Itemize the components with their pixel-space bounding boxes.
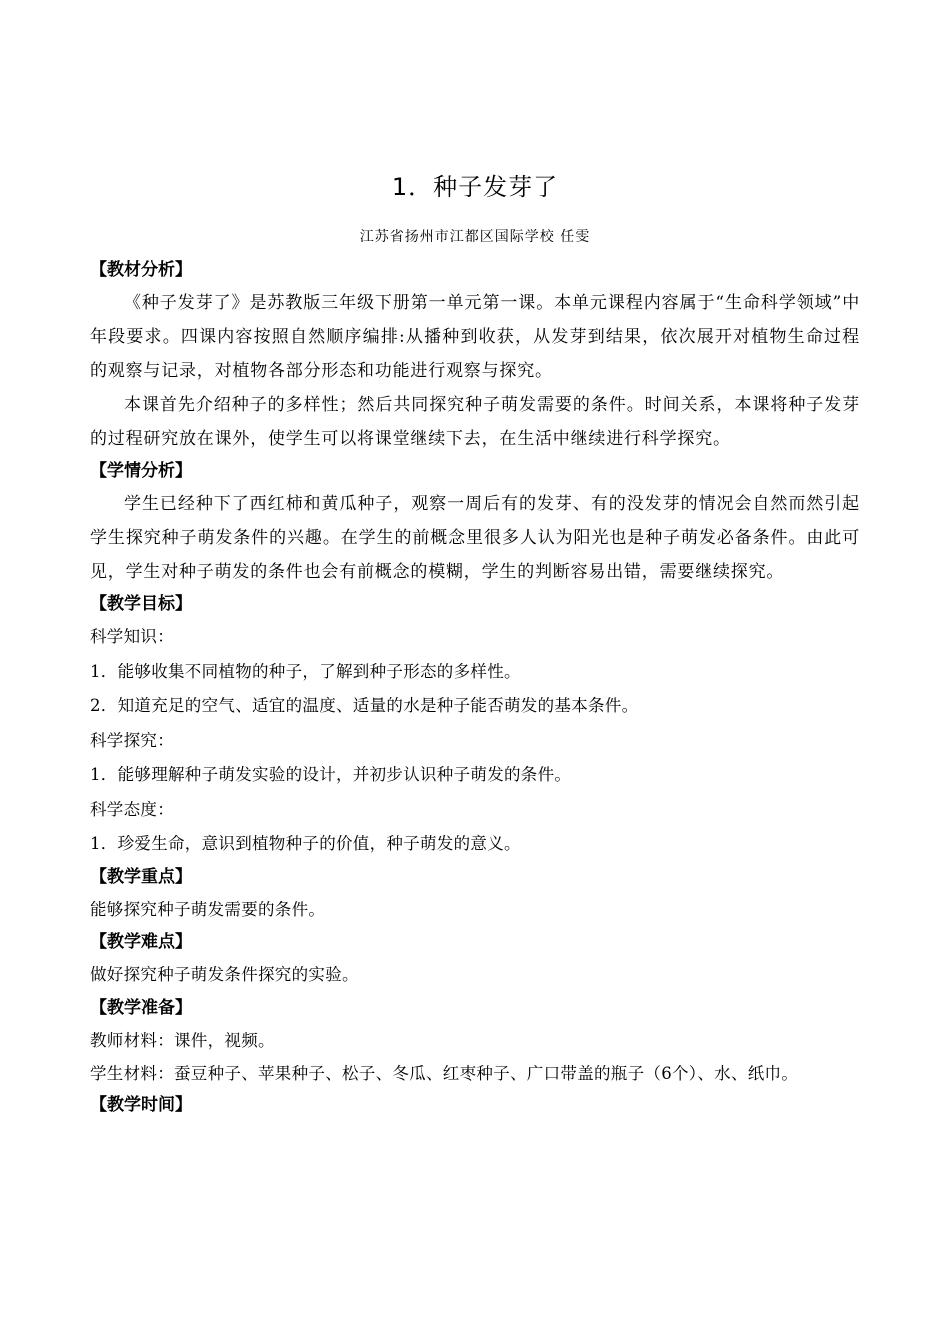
student-materials: 学生材料：蚕豆种子、苹果种子、松子、冬瓜、红枣种子、广口带盖的瓶子（6个）、水、纸巾。 [90,1064,799,1083]
document-body [90,255,860,1121]
textbook-paragraph-1: 《种子发芽了》是苏教版三年级下册第一单元第一课。本单元课程内容属于“生命科学领域”中年段要求。四课内容按照自然顺序编排:从播种到收获，从发芽到结果，依次展开对植物生命过程的观察与记录，对植物各部分形态和功能进行观察与探究。 [90,293,860,381]
heading-key-point: 【教学重点】 [90,866,192,887]
heading-student-analysis: 【学情分析】 [90,461,192,481]
knowledge-item-1: 1．能够收集不同植物的种子，了解到种子形态的多样性。 [90,661,521,681]
attitude-label: 科学态度： [90,799,174,819]
knowledge-label: 科学知识： [90,627,174,646]
knowledge-item-2: 2．知道充足的空气、适宜的温度、适量的水是种子能否萌发的基本条件。 [90,696,639,715]
heading-teaching-time: 【教学时间】 [90,1095,192,1115]
inquiry-label: 科学探究： [90,730,174,750]
inquiry-item-1: 1．能够理解种子萌发实验的设计，并初步认识种子萌发的条件。 [90,765,572,784]
difficulty-text: 做好探究种子萌发条件探究的实验。 [90,965,359,984]
heading-difficulty: 【教学难点】 [90,932,192,952]
author-line: 江苏省扬州市江都区国际学校 任雯 [359,229,591,245]
heading-preparation: 【教学准备】 [90,997,192,1018]
heading-textbook-analysis: 【教材分析】 [90,260,192,280]
textbook-paragraph-2: 本课首先介绍种子的多样性；然后共同探究种子萌发需要的条件。时间关系，本课将种子发芽的过程研究放在课外，使学生可以将课堂继续下去，在生活中继续进行科学探究。 [90,395,860,449]
teacher-materials: 教师材料：课件，视频。 [90,1030,275,1050]
heading-teaching-goals: 【教学目标】 [90,594,192,614]
key-point-text: 能够探究种子萌发需要的条件。 [90,899,326,919]
attitude-item-1: 1．珍爱生命，意识到植物种子的价值，种子萌发的意义。 [90,834,521,853]
lesson-title: 1．种子发芽了 [391,173,559,201]
student-paragraph-1: 学生已经种下了西红柿和黄瓜种子，观察一周后有的发芽、有的没发芽的情况会自然而然引起学生探究种子萌发条件的兴趣。在学生的前概念里很多人认为阳光也是种子萌发必备条件。由此可见，学生对种子萌发的条件也会有前概念的模糊，学生的判断容易出错，需要继续探究。 [90,494,860,582]
